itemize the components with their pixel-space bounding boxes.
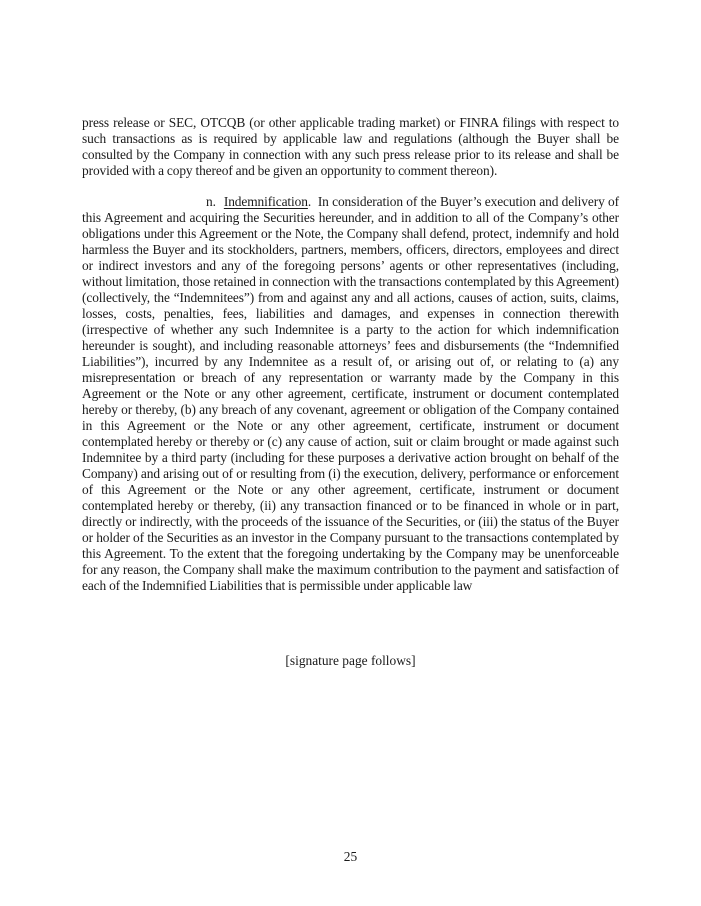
section-heading: Indemnification	[223, 194, 308, 209]
signature-page-note: [signature page follows]	[285, 653, 416, 668]
paragraph-indemnification	[82, 194, 619, 594]
paragraph-press-release: press release or SEC, OTCQB (or other applicable trading market) or FINRA filings with respect to such transactions as is required by applicable law and regulations (although the Buyer shall be consulted by the Company in connection with any such press release prior to its release and shall be provided with a copy thereof and be given an opportunity to comment thereon).	[82, 115, 619, 178]
page-number: 25	[343, 849, 358, 864]
section-heading-punct: .	[307, 194, 312, 209]
section-number: n.	[206, 194, 216, 209]
section-body-text: In consideration of the Buyer’s execution and delivery of this Agreement and acquiring the Securities hereunder, and in addition to all of the Company’s other obligations under this Agreement or the Note, the Company shall defend, protect, indemnify and hold harmless the Buyer and its stockholders, partners, members, officers, directors, employees and direct or indirect investors and any of the foregoing persons’ agents or other representatives (including, without limitation, those retained in connection with the transactions contemplated by this Agreement) (collectively, the “Indemnitees”) from and against any and all actions, causes of action, suits, claims, losses, costs, penalties, fees, liabilities and damages, and expenses in connection therewith (irrespective of whether any such Indemnitee is a party to the action for which indemnification hereunder is sought), and including reasonable attorneys’ fees and disbursements (the “Indemnified Liabilities”), incurred by any Indemnitee as a result of, or arising out of, or relating to (a) any misrepresentation or breach of any representation or warranty made by the Company in this Agreement or the Note or any other agreement, certificate, instrument or document contemplated hereby or thereby, (b) any breach of any covenant, agreement or obligation of the Company contained in this Agreement or the Note or any other agreement, certificate, instrument or document contemplated hereby or thereby or (c) any cause of action, suit or claim brought or made against such Indemnitee by a third party (including for these purposes a derivative action brought on behalf of the Company) and arising out of or resulting from (i) the execution, delivery, performance or enforcement of this Agreement or the Note or any other agreement, certificate, instrument or document contemplated hereby or thereby, (ii) any transaction financed or to be financed in whole or in part, directly or indirectly, with the proceeds of the issuance of the Securities, or (iii) the status of the Buyer or holder of the Securities as an investor in the Company pursuant to the transactions contemplated by this Agreement. To the extent that the foregoing undertaking by the Company may be unenforceable for any reason, the Company shall make the maximum contribution to the payment and satisfaction of each of the Indemnified Liabilities that is permissible under applicable law	[82, 194, 619, 593]
